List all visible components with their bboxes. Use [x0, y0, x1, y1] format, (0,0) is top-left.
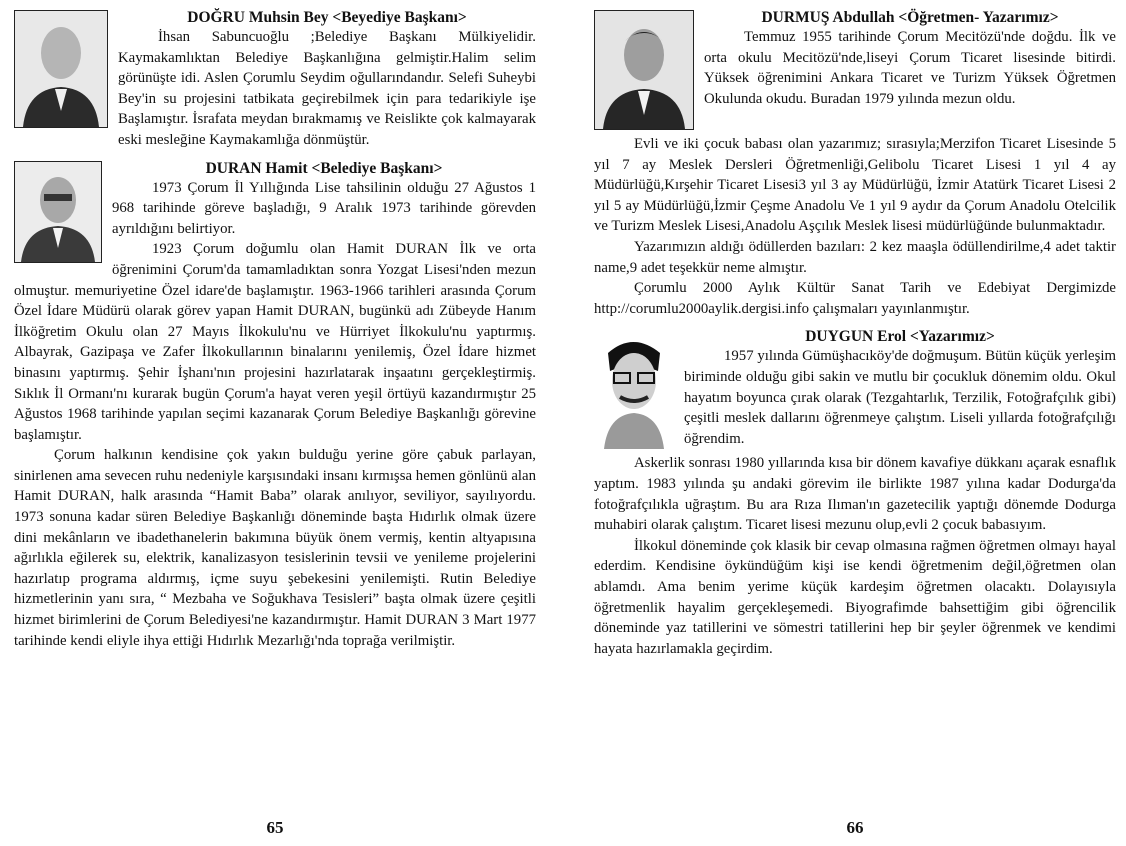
portrait-photo-icon — [14, 161, 102, 263]
entry-paragraph: Evli ve iki çocuk babası olan yazarımız; sırasıyla;Merzifon Ticaret Lisesinde 5 yıl 7 ay Meslek Dersleri Öğretmenliği,Gelibolu Ticaret Lisesi 1 yıl 4 ay Müdürlüğü,Kırşehir Ticaret Lisesi3 yıl 3 ay Müdürlüğü, İzmir Atatürk Ticaret Lisesi 2 yıl 5 ay Müdürlüğü,İzmir Çeşme Anadolu Ve 1 yıl 9 aydır da Çorum Anadolu Otelcilik ve Turizm Meslek Lisesi,Anadolu Aşçılık Meslek lisesi müdürlüğünde bulunmaktadır. — [594, 136, 1116, 235]
entry-title: DURAN Hamit <Belediye Başkanı> — [205, 159, 443, 177]
entry-duran-hamit — [14, 159, 536, 652]
entry-title: DUYGUN Erol <Yazarımız> — [805, 328, 995, 346]
entry-paragraph: 1957 yılında Gümüşhacıköy'de doğmuşum. Bütün küçük yerleşim biriminde olduğu gibi sakin ve mutlu bir çocukluk dönemim oldu. Okul hayatım boyunca çırak olarak (Tezgahtarlık, Terzilik, Fotoğrafçılık gibi) çeşitli meslek dallarını öğrenmeye çalıştım. Liseli yıllarda fotoğrafçılığı öğrendim. — [684, 348, 1116, 447]
entry-paragraph: İlkokul döneminde çok klasik bir cevap olmasına rağmen öğretmen olmayı hayal ederdim. Kendisine öykündüğüm kişi ise kendi öğretmenim değil,öğretmen olan ablamdı. Ama benim yerime küçük kardeşim öğretmen olacaktı. Dolayısıyla öğretmenlik hayalim gerçekleşemedi. Biyografimde bahsettiğim gibi öğrencilik döneminde yaz tatillerini ve sömestri tatillerini hep bir şeyler öğrenmek ve kendimi hayata hazırlamakla geçirdim. — [594, 537, 1116, 657]
entry-paragraph: Çorumlu 2000 Aylık Kültür Sanat Tarih ve Edebiyat Dergimizde http://corumlu2000aylik.dergisi.info çalışmaları yayınlanmıştır. — [594, 280, 1116, 317]
entry-durmus-abdullah — [594, 8, 1116, 319]
entry-paragraph: Askerlik sonrası 1980 yıllarında kısa bir dönem kavafiye dükkanı açarak esnaflık yaptım. 1983 yılında şu andaki görevim ile birlikte 1987 yılına kadar Dodurga'da fotoğrafçılıkla uğraştım. Bu ara Rıza Ilıman'ın gazetecilik yaptığı dönemde Dodurga muhabiri olarak çalıştım. Ticaret lisesi mezunu olup,evli 2 çocuk babasıyım. — [594, 455, 1116, 534]
entry-title: DOĞRU Muhsin Bey <Beyediye Başkanı> — [187, 9, 467, 26]
entry-paragraph: İhsan Sabuncuoğlu ;Belediye Başkanı Mülkiyelidir. Kaymakamlıktan Belediye Başkanlığına gelmiştir.Halim selim görünüşte idi. Aslen Çorumlu Seydim oğullarındandır. Selefi Suheybi Bey'in su projesini tatbikata geçirebilmek için para tedarikiyle işe Başlamıştır. İsrafata meydan bırakmamış ve Reislikte çok kalmayarak eski mesleğine Kaymakamlığa dönmüştür. — [118, 29, 536, 148]
entry-paragraph: Temmuz 1955 tarihinde Çorum Mecitözü'nde doğdu. İlk ve orta okulu Mecitözü'nde,liseyi Çorum Ticaret lisesinde bitirdi. Yüksek öğrenimini Ankara Ticaret ve Turizm Yüksek Öğretmen Okulunda okudu. Buradan 1979 yılında mezun oldu. — [704, 29, 1116, 107]
right-page — [594, 8, 1116, 842]
entry-paragraph: 1973 Çorum İl Yıllığında Lise tahsilinin olduğu 27 Ağustos 1 968 tarihinde göreve başladığı, 9 Aralık 1973 tarihinde görevden ayrıldığını belirtiyor. — [112, 179, 536, 237]
page-number: 65 — [266, 818, 284, 837]
entry-dogru-muhsin — [14, 8, 536, 151]
entry-paragraph: Çorum halkının kendisine çok yakın bulduğu yerine göre çabuk parlayan, sinirlenen ama sevecen ruhu nedeniyle karşısındaki insanı kırmışsa hemen gönlünü alan Hamit DURAN, halk arasında “Hamit Baba” olarak anılıyor, seviliyor, sayılıyordu. 1973 sonuna kadar süren Belediye Başkanlığı döneminde başta Hıdırlık olmak üzere dini mekânların ve ibadethanelerin bakımına büyük önem vermiş, kentin altyapısına ağırlıkla eğilerek su, elektrik, kanalizasyon tesislerinin tevsii ve yenileme projelerini hazırlatıp programa aldırmış, içme suyu şebekesini yenilemişti. Rutin Belediye hizmetlerinin yanı sıra, “ Mezbaha ve Soğukhava Tesisleri” başta olmak üzere çeşitli hizmet birimlerini de Çorum Belediyesi'ne kazandırmıştır. Hamit DURAN 3 Mart 1977 tarihinde kendi eliyle ihya ettiği Hıdırlık Mezarlığı'nda toprağa verilmiştir. — [14, 447, 536, 649]
page-number: 66 — [846, 818, 864, 837]
entry-paragraph: Yazarımızın aldığı ödüllerden bazıları: 2 kez maaşla ödüllendirilme,4 adet taktir name,9 adet teşekkür neme almıştır. — [594, 238, 1116, 276]
left-page — [14, 8, 536, 842]
portrait-photo-icon — [594, 331, 672, 449]
entry-title: DURMUŞ Abdullah <Öğretmen- Yazarımız> — [761, 9, 1059, 26]
entry-duygun-erol — [594, 327, 1116, 659]
portrait-photo-icon — [14, 10, 108, 128]
entry-paragraph: 1923 Çorum doğumlu olan Hamit DURAN İlk ve orta öğrenimini Çorum'da tamamladıktan sonra Yozgat Lisesi'nden mezun olmuştur. memuriyetine Özel idare'de başlamıştır. 1963-1966 tarihleri arasında Çorum Özel İdare Müdürü olarak görev yapan Hamit DURAN, bugünkü adı Zübeyde Hanım İlköğretim Okulu olan 27 Mayıs İlkokulu'nu ve Hürriyet İlkokulu'nu yaptırmış. Albayrak, Gazipaşa ve Zafer İlkokullarının binalarını yenilemiş, Özel İdare hizmet binasını yaptırmış. Şehir İşhanı'nın projesini hazırlatarak inşaatını gerçekleştirmiş. Sıklık İl Ormanı'nı kurarak bugün Çorum'a hayat veren yeşil örtüyü kazandırmıştır 25 Ağustos 1968 tarihinde yapılan seçimi kazanarak Çorum Belediye Başkanlığı görevine başlamıştır. — [14, 241, 536, 443]
portrait-photo-icon — [594, 10, 694, 130]
